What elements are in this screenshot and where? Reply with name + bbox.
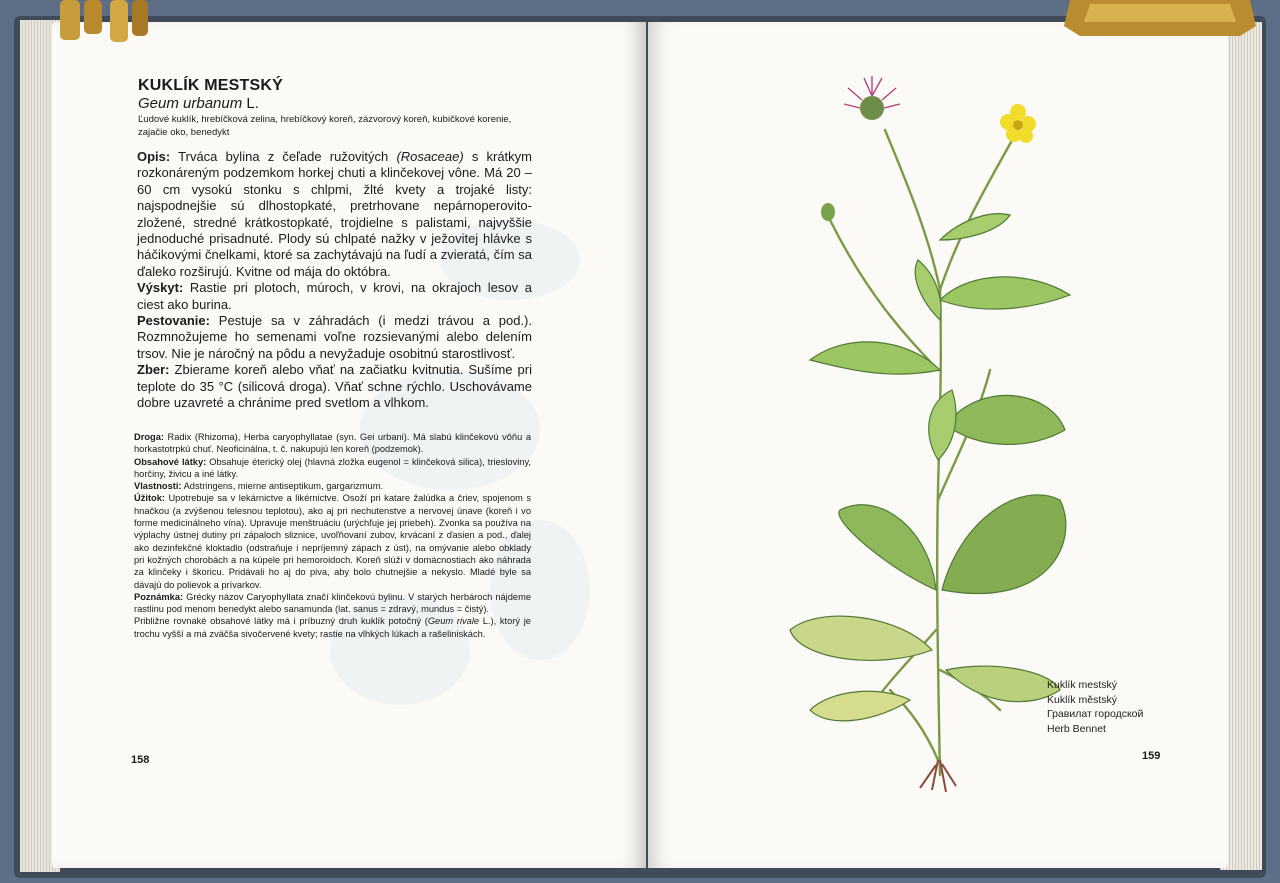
opis-label: Opis: — [137, 149, 171, 164]
vlastnosti-label: Vlastnosti: — [134, 481, 182, 492]
related-latin: Geum rivale — [427, 616, 480, 627]
roots — [920, 760, 956, 792]
caption-slovak: Kuklík mestský — [1047, 679, 1118, 691]
page-number-right: 159 — [1142, 750, 1161, 762]
uzitok-text: Upotrebuje sa v lekárnictve a likérnictve. Osoží pri katare žalúdka a čriev, spojenom s hnačkou (a zvýšenou telesnou teplotou), ako aj pri nechutenstve a nervovej únave (koreň i vo forme medicinálneho vína). Upravuje menštruáciu (urýchľuje jej priebeh). Zvonka sa používa na výplachy ústnej dutiny pri zápaloch sliznice, uvoľňovaní zubov, krvácaní z ďasien a pod., ďalej ako dezinfekčné kloktadlo (odstraňuje i nepríjemný zápach z úst), na omývanie alebo obklady pri kožných chorobách a na kúpele pri hemoroidoch. Koreň slúži v domácnostiach ako náhrada za klinčeky i škoricu. Pridávali ho aj do piva, aby bolo chutnejšie a nekyslo. Mladé byle sa dávajú do polievok a prívarkov. — [134, 493, 531, 590]
pestovanie-paragraph — [137, 313, 532, 362]
poznamka-paragraph — [134, 591, 531, 616]
pestovanie-label: Pestovanie: — [137, 313, 210, 329]
opis-text-a: Trváca bylina z čeľade ružovitých — [170, 149, 397, 164]
droga-label: Droga: — [134, 432, 164, 442]
caption-russian: Гравилат городской — [1047, 708, 1144, 720]
folk-names: Ľudové kuklík, hrebíčková zelina, hrebíčkový koreň, zázvorový koreň, kubičkové korenie, zajačie oko, benedykt — [138, 114, 512, 138]
notes-section — [134, 431, 531, 640]
uzitok-label: Úžitok: — [134, 493, 165, 504]
small-bud — [821, 203, 835, 221]
poznamka-text: Grécky názov Caryophyllata značí klinčekovú bylinu. V starých herbároch nájdeme rastlinu pod menom benedykt alebo sanamunda (lat. sanus = zdravý, mundus = čistý). — [134, 591, 531, 615]
caption-czech: Kuklík městský — [1047, 693, 1118, 706]
latin-author: L. — [242, 95, 259, 112]
vyskyt-text: Rastie pri plotoch, múroch, v krovi, na okrajoch lesov a ciest ako burina. — [137, 280, 532, 312]
related-text-b: L.), ktorý je trochu vyšší a má zväčša sivočervené kvety; rastie na vlhkých lúkach a rašeliniskách. — [134, 616, 531, 639]
book-clip-right — [1060, 0, 1260, 44]
description-section — [137, 149, 532, 412]
illustration-caption — [1047, 678, 1143, 736]
plant-title: KUKLÍK MESTSKÝ — [138, 77, 284, 94]
leaves — [790, 214, 1070, 721]
droga-paragraph — [134, 431, 531, 456]
vyskyt-paragraph — [137, 280, 532, 313]
vyskyt-label: Výskyt: — [137, 280, 184, 296]
obsahove-text: Obsahuje éterický olej (hlavná zložka eugenol = klinčeková silica), triesloviny, horčiny, živicu a iné látky. — [134, 456, 531, 479]
book-clip-left — [32, 0, 152, 44]
latin-genus-species: Geum urbanum — [138, 95, 243, 112]
opis-family: (Rosaceae) — [396, 149, 464, 164]
yellow-flower — [1000, 104, 1036, 143]
caption-english: Herb Bennet — [1047, 722, 1106, 735]
related-paragraph — [134, 615, 531, 640]
pestovanie-text: Pestuje sa v záhradách (i medzi trávou a pod.). Rozmnožujeme ho semenami voľne rozsievanými alebo delením trsov. Nie je náročný na pôdu a nevyžaduje osobitnú starostlivosť. — [137, 313, 532, 361]
obsahove-label: Obsahové látky: — [134, 456, 207, 467]
opis-paragraph — [137, 149, 532, 280]
droga-text: Radix (Rhizoma), Herba caryophyllatae (syn. Gei urbani). Má slabú klinčekovú vôňu a horkastotrpkú chuť. Neoficinálna, t. č. nakupujú len koreň (podzemok). — [134, 432, 531, 455]
obsahove-paragraph — [134, 456, 531, 481]
uzitok-paragraph — [134, 492, 531, 590]
page-number-left: 158 — [131, 754, 150, 766]
plant-illustration — [760, 70, 1090, 810]
related-text-a: Približne rovnaké obsahové látky má i príbuzný druh kuklík potočný ( — [134, 616, 428, 627]
poznamka-label: Poznámka: — [134, 591, 184, 602]
vlastnosti-text: Adstringens, mierne antiseptikum, gargarizmum. — [181, 481, 384, 492]
opis-text-b: s krátkym rozkonáreným podzemkom horkej chuti a klinčekovej vône. Má 20 – 60 cm vysokú stonku s chlpmi, žlté kvety a trojaké listy: najspodnejšie sú dlhostopkaté, pretrhovane nepárnoperovito-zložené, stredné krátkostopkaté, trojdielne s palistami, najvyššie jednoduché prisadnuté. Plody sú chlpaté nažky v ježovitej hlávke s háčikovými čnelkami, ktoré sa zachytávajú na ľudí a zvieratá, čím sa ďaleko rozširujú. Kvitne od mája do októbra. — [137, 149, 532, 279]
zber-label: Zber: — [137, 362, 170, 378]
latin-name — [138, 95, 259, 112]
bur-head — [844, 76, 900, 120]
zber-paragraph — [137, 362, 532, 411]
zber-text: Zbierame koreň alebo vňať na začiatku kvitnutia. Sušíme pri teplote do 35 °C (silicová droga). Vňať schne rýchlo. Uschovávame dobre uzavreté a chránime pred svetlom a vlhkom. — [137, 362, 532, 411]
vlastnosti-paragraph — [134, 480, 531, 492]
